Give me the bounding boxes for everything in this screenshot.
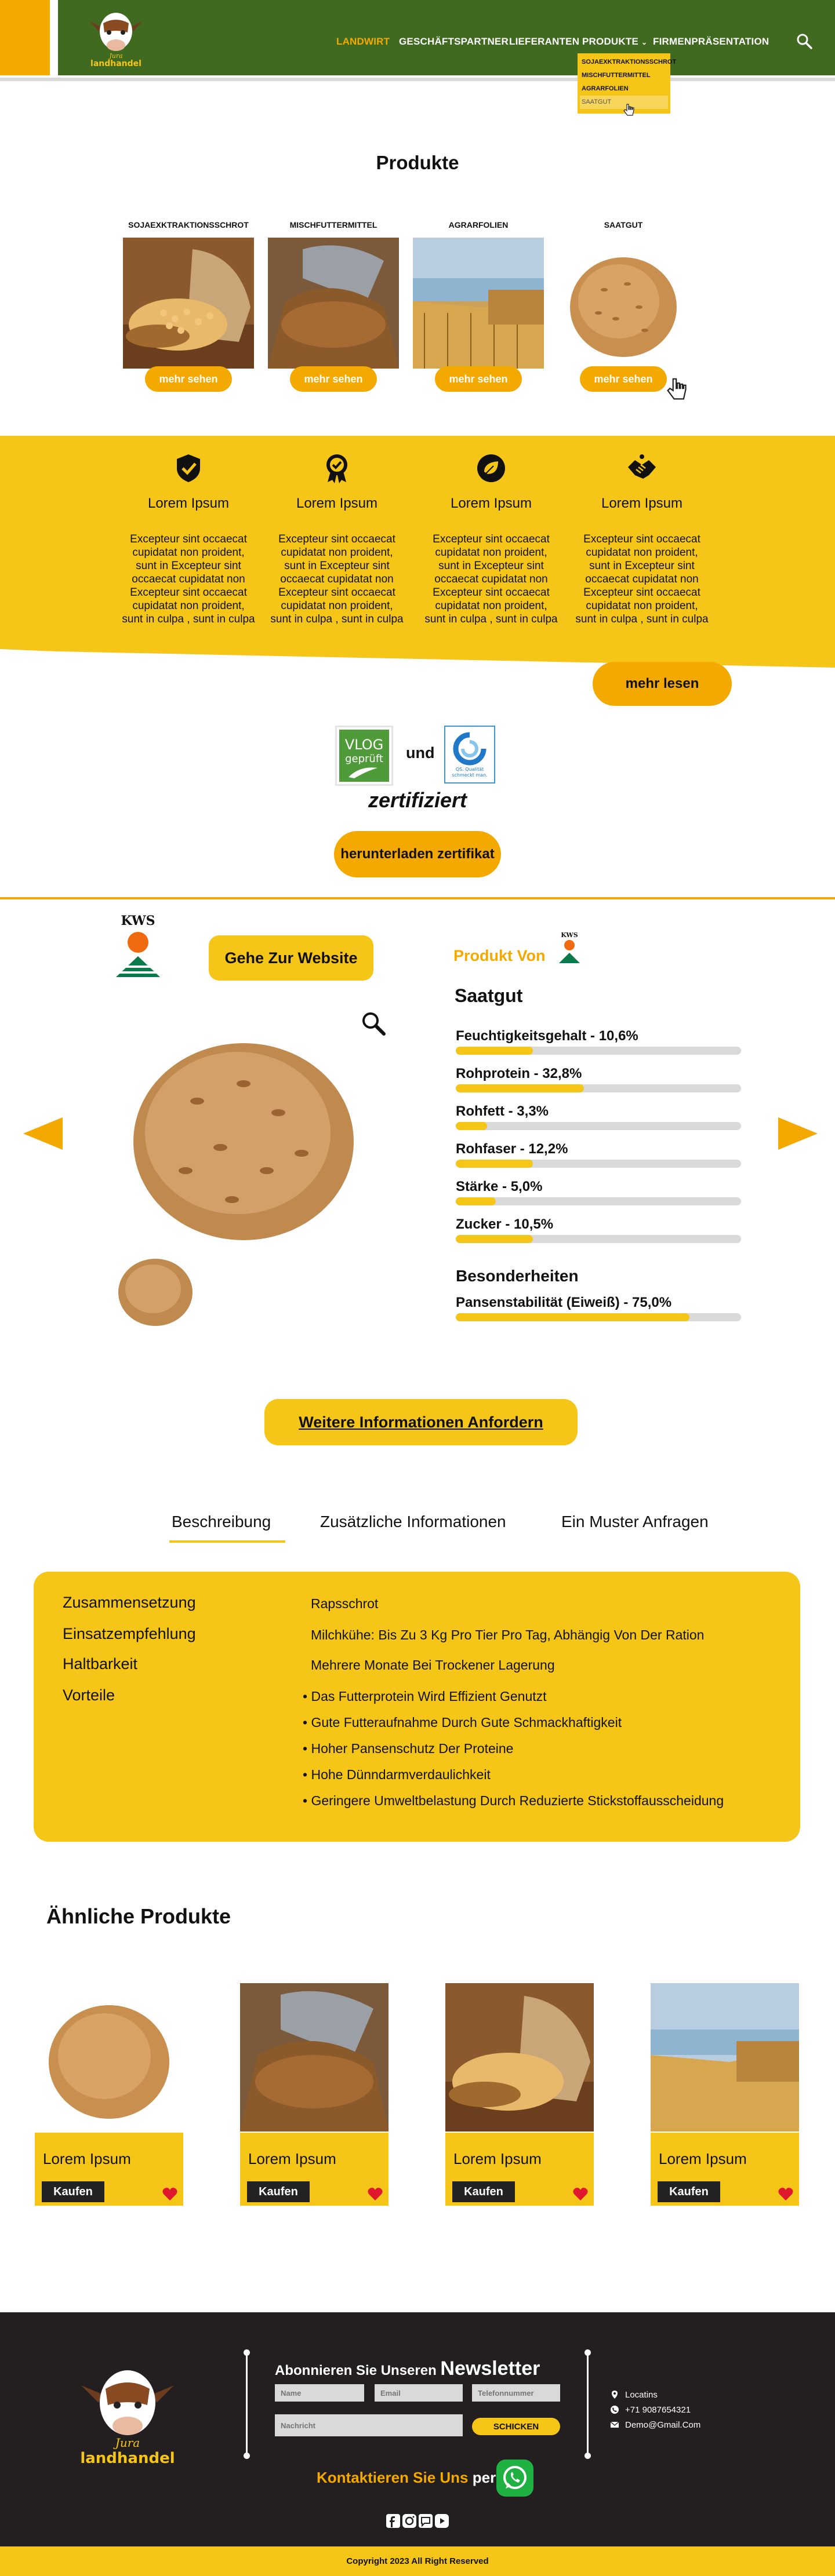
award-ribbon-icon — [321, 452, 353, 484]
nav-produkte-label: PRODUKTE — [582, 36, 638, 47]
facebook-icon[interactable] — [386, 2514, 400, 2528]
nutrient-fill — [456, 1160, 533, 1168]
download-certificate-button[interactable]: herunterladen zertifikat — [334, 831, 501, 877]
mehr-sehen-button[interactable]: mehr sehen — [290, 366, 377, 392]
produced-by-label: Produkt Von — [453, 947, 546, 964]
product-label: AGRARFOLIEN — [448, 220, 509, 229]
nutrient-fill — [456, 1122, 487, 1130]
nav-produkte[interactable] — [582, 36, 647, 48]
spec-key: Vorteile — [63, 1686, 115, 1704]
instagram-icon[interactable] — [402, 2514, 416, 2528]
feature-title: Lorem Ipsum — [147, 495, 230, 511]
buy-button[interactable]: Kaufen — [42, 2181, 104, 2202]
dropdown-item-agrarfolien[interactable]: AGRARFOLIEN — [582, 85, 629, 92]
soybean-image[interactable] — [445, 1983, 594, 2132]
nutrient-fill — [456, 1235, 533, 1243]
heart-icon[interactable] — [368, 2187, 383, 2201]
svg-text:geprüft: geprüft — [345, 753, 383, 765]
contact-us-suffix: per — [472, 2469, 496, 2486]
advantage-text: Geringere Umweltbelastung Durch Reduzierte Stickstoffausscheidung — [311, 1793, 724, 1808]
nutrient-bar — [456, 1028, 741, 1055]
mehr-sehen-button[interactable]: mehr sehen — [435, 366, 522, 392]
nutrient-label: Zucker - 10,5% — [456, 1216, 554, 1232]
contact-phone[interactable]: +71 9087654321 — [625, 2405, 691, 2415]
heart-icon[interactable] — [162, 2187, 177, 2201]
and-label: und — [406, 744, 435, 761]
nutrient-label: Stärke - 5,0% — [456, 1179, 543, 1194]
nutrient-label: Rohfaser - 12,2% — [456, 1141, 568, 1157]
similar-product-name: Lorem Ipsum — [659, 2150, 747, 2167]
mail-icon — [610, 2420, 619, 2429]
special-fill — [456, 1313, 689, 1321]
nav-geschaeftspartner[interactable]: GESCHÄFTSPARTNER — [399, 36, 509, 47]
newsletter-message-input[interactable] — [275, 2414, 463, 2436]
nutrient-bar — [456, 1141, 741, 1168]
certified-label: zertifiziert — [368, 788, 467, 812]
nutrient-bar — [456, 1066, 741, 1092]
vlog-certificate-logo — [335, 726, 393, 786]
feature-4 — [575, 452, 709, 626]
specials-title: Besonderheiten — [456, 1267, 579, 1285]
nutrient-track — [456, 1197, 741, 1205]
svg-text:KWS: KWS — [121, 913, 155, 928]
leaf-circle-icon — [475, 452, 507, 484]
hand-cursor-icon — [623, 103, 636, 117]
similar-card-info — [651, 2133, 799, 2206]
advantage-item: • Geringere Umweltbelastung Durch Reduzierte Stickstoffausscheidung — [303, 1793, 724, 1808]
nav-landwirt[interactable]: LANDWIRT — [336, 36, 390, 47]
nutrient-track — [456, 1122, 741, 1130]
spec-value: Mehrere Monate Bei Trockener Lagerung — [311, 1657, 555, 1673]
special-label: Pansenstabilität (Eiweiß) - 75,0% — [456, 1295, 672, 1310]
newsletter-title — [275, 2358, 540, 2380]
product-card-agrarfolien — [413, 220, 544, 385]
similar-card-info — [35, 2133, 183, 2206]
header-accent-block — [0, 0, 50, 75]
heart-icon[interactable] — [573, 2187, 588, 2201]
similar-card — [240, 1983, 389, 2206]
similar-product-name: Lorem Ipsum — [453, 2150, 542, 2167]
special-bar — [456, 1295, 741, 1321]
product-label: MISCHFUTTERMITTEL — [289, 220, 377, 229]
arrow-right-icon[interactable] — [778, 1117, 818, 1150]
chevron-down-icon: ⌄ — [641, 38, 648, 46]
spec-key: Haltbarkeit — [63, 1655, 138, 1673]
similar-card-info — [445, 2133, 594, 2206]
footer-divider-left — [246, 2353, 248, 2455]
similar-product-name: Lorem Ipsum — [43, 2150, 131, 2167]
website-button[interactable]: Gehe Zur Website — [209, 935, 373, 981]
svg-text:KWS: KWS — [561, 931, 578, 939]
svg-text:VLOG: VLOG — [344, 737, 384, 753]
feature-1 — [122, 452, 255, 626]
section-divider — [0, 897, 835, 899]
similar-card-info — [240, 2133, 389, 2206]
nutrient-track — [456, 1160, 741, 1168]
tab-muster-anfragen[interactable]: Ein Muster Anfragen — [561, 1513, 709, 1531]
active-tab-indicator — [169, 1540, 285, 1543]
products-dropdown — [578, 53, 677, 114]
read-more-button[interactable]: mehr lesen — [593, 662, 732, 706]
advantage-text: Hohe Dünndarmverdaulichkeit — [311, 1767, 491, 1782]
grain-image[interactable] — [35, 1983, 183, 2132]
feed-pellets-image[interactable] — [268, 238, 399, 369]
product-main-image[interactable] — [128, 1020, 371, 1252]
shield-check-icon — [172, 452, 205, 484]
dropdown-item-soja[interactable]: SOJAEXKTRAKTIONSSCHROT — [582, 59, 677, 65]
feature-3 — [424, 452, 558, 626]
buy-button[interactable]: Kaufen — [452, 2181, 515, 2202]
newsletter-email-input[interactable] — [375, 2384, 463, 2402]
contact-us-prefix: Kontaktieren Sie Uns — [317, 2469, 469, 2486]
footer-divider-dot — [584, 2453, 591, 2459]
spec-value: Rapsschrot — [311, 1596, 379, 1611]
svg-text:Jura: Jura — [115, 2436, 140, 2450]
nutrient-label: Rohprotein - 32,8% — [456, 1066, 582, 1081]
special-track — [456, 1313, 741, 1321]
nutrient-track — [456, 1047, 741, 1055]
feature-2 — [270, 452, 404, 626]
feature-text: Excepteur sint occaecat cupidatat non proident, sunt in Excepteur sint occaecat cupidatat non Excepteur sint occaecat cupidatat non proident, sunt in culpa , sunt in culpa — [122, 533, 255, 625]
feature-title: Lorem Ipsum — [450, 495, 532, 511]
feature-title: Lorem Ipsum — [601, 495, 683, 511]
copyright-text: Copyright 2023 All Right Reserved — [346, 2556, 489, 2566]
svg-text:QS. Qualität: QS. Qualität — [455, 767, 484, 772]
spec-value: Milchkühe: Bis Zu 3 Kg Pro Tier Pro Tag, Abhängig Von Der Ration — [311, 1627, 705, 1642]
dropdown-item-mischfutter[interactable]: MISCHFUTTERMITTEL — [582, 72, 651, 79]
nutrient-bar — [456, 1179, 741, 1205]
contact-us-label — [317, 2469, 496, 2487]
phone-icon — [610, 2405, 619, 2414]
nav-firmenpraesentation[interactable]: FIRMENPRÄSENTATION — [653, 36, 769, 47]
nutrient-label: Rohfett - 3,3% — [456, 1103, 549, 1119]
products-title: Produkte — [376, 152, 459, 173]
product-label: SOJAEXKTRAKTIONSSCHROT — [128, 220, 249, 229]
feature-title: Lorem Ipsum — [296, 495, 378, 511]
svg-text:landhandel: landhandel — [80, 2450, 175, 2467]
site-header — [0, 0, 835, 105]
svg-text:landhandel: landhandel — [90, 59, 141, 68]
product-card-mischfutter — [268, 220, 399, 385]
message-icon[interactable] — [419, 2514, 433, 2528]
nutrient-fill — [456, 1197, 496, 1205]
buy-button[interactable]: Kaufen — [658, 2181, 720, 2202]
newsletter-prefix: Abonnieren Sie Unseren — [275, 2363, 437, 2378]
product-thumbnail[interactable] — [115, 1253, 196, 1329]
newsletter-word: Newsletter — [440, 2358, 540, 2380]
nutrient-label: Feuchtigkeitsgehalt - 10,6% — [456, 1028, 638, 1044]
nutrient-fill — [456, 1047, 533, 1055]
tab-beschreibung[interactable]: Beschreibung — [172, 1513, 271, 1531]
advantage-text: Hoher Pansenschutz Der Proteine — [311, 1741, 514, 1756]
contact-email[interactable]: Demo@Gmail.Com — [625, 2420, 701, 2430]
advantage-item: • Gute Futteraufnahme Durch Gute Schmackhaftigkeit — [303, 1715, 622, 1730]
hay-bales-image[interactable] — [413, 238, 544, 369]
advantage-text: Gute Futteraufnahme Durch Gute Schmackhaftigkeit — [311, 1715, 622, 1730]
buy-button[interactable]: Kaufen — [247, 2181, 310, 2202]
heart-icon[interactable] — [778, 2187, 793, 2201]
similar-card — [651, 1983, 799, 2206]
similar-card — [35, 1983, 183, 2206]
dropdown-item-saatgut[interactable] — [580, 96, 668, 109]
spec-key: Zusammensetzung — [63, 1594, 196, 1611]
request-info-button[interactable]: Weitere Informationen Anfordern — [264, 1399, 578, 1445]
advantage-text: Das Futterprotein Wird Effizient Genutzt — [311, 1689, 547, 1704]
header-divider — [0, 78, 835, 81]
feature-text: Excepteur sint occaecat cupidatat non proident, sunt in Excepteur sint occaecat cupidatat non Excepteur sint occaecat cupidatat non proident, sunt in culpa , sunt in culpa — [575, 533, 709, 625]
nutrient-bar — [456, 1103, 741, 1130]
svg-text:Jura: Jura — [109, 52, 123, 60]
feature-text: Excepteur sint occaecat cupidatat non proident, sunt in Excepteur sint occaecat cupidatat non Excepteur sint occaecat cupidatat non proident, sunt in culpa , sunt in culpa — [424, 533, 558, 625]
feed-pellets-image[interactable] — [240, 1983, 389, 2132]
advantage-item: • Hoher Pansenschutz Der Proteine — [303, 1741, 514, 1756]
nutrient-track — [456, 1084, 741, 1092]
product-label: SAATGUT — [604, 220, 643, 229]
svg-text:schmeckt man.: schmeckt man. — [452, 773, 488, 778]
newsletter-submit-button[interactable]: SCHICKEN — [472, 2418, 560, 2435]
nav-lieferanten[interactable]: LIEFERANTEN — [509, 36, 580, 47]
social-icons — [385, 2513, 450, 2529]
footer-divider-right — [587, 2353, 589, 2455]
search-icon[interactable] — [796, 32, 813, 50]
qs-certificate-logo — [444, 726, 495, 784]
footer-divider-dot — [244, 2349, 250, 2356]
nutrient-fill — [456, 1084, 584, 1092]
product-card-soja — [123, 220, 254, 385]
footer-divider-dot — [244, 2453, 250, 2459]
footer-cow-logo[interactable] — [70, 2359, 186, 2469]
nutrient-track — [456, 1235, 741, 1243]
advantage-item: • Das Futterprotein Wird Effizient Genutzt — [303, 1689, 547, 1704]
feature-text: Excepteur sint occaecat cupidatat non proident, sunt in Excepteur sint occaecat cupidatat non Excepteur sint occaecat cupidatat non proident, sunt in culpa , sunt in culpa — [270, 533, 404, 625]
similar-product-name: Lorem Ipsum — [248, 2150, 336, 2167]
contact-location: Locatins — [625, 2390, 658, 2400]
product-card-saatgut — [558, 220, 689, 385]
product-name: Saatgut — [455, 985, 523, 1006]
footer-divider-dot — [584, 2349, 591, 2356]
nutrient-bar — [456, 1216, 741, 1243]
youtube-icon[interactable] — [435, 2514, 449, 2528]
grain-pile-image[interactable] — [558, 238, 689, 369]
whatsapp-icon[interactable] — [496, 2460, 533, 2497]
location-pin-icon — [610, 2390, 619, 2399]
cow-logo[interactable] — [81, 6, 151, 68]
handshake-icon — [626, 452, 658, 484]
similar-products-title: Ähnliche Produkte — [46, 1904, 231, 1928]
advantage-item: • Hohe Dünndarmverdaulichkeit — [303, 1767, 491, 1782]
copyright-bar — [0, 2546, 835, 2576]
hay-bales-image[interactable] — [651, 1983, 799, 2132]
soybean-image[interactable] — [123, 238, 254, 369]
newsletter-phone-input[interactable] — [472, 2384, 560, 2402]
mehr-sehen-button[interactable]: mehr sehen — [580, 366, 667, 392]
similar-card — [445, 1983, 594, 2206]
spec-key: Einsatzempfehlung — [63, 1625, 196, 1642]
arrow-left-icon[interactable] — [23, 1117, 63, 1150]
hand-cursor-icon — [666, 377, 689, 402]
newsletter-name-input[interactable] — [275, 2384, 364, 2402]
tab-zusaetzliche-informationen[interactable]: Zusätzliche Informationen — [320, 1513, 506, 1531]
kws-small-logo — [558, 931, 581, 964]
mehr-sehen-button[interactable]: mehr sehen — [145, 366, 232, 392]
dropdown-item-saatgut-label: SAATGUT — [582, 99, 612, 105]
kws-logo[interactable] — [114, 912, 162, 982]
